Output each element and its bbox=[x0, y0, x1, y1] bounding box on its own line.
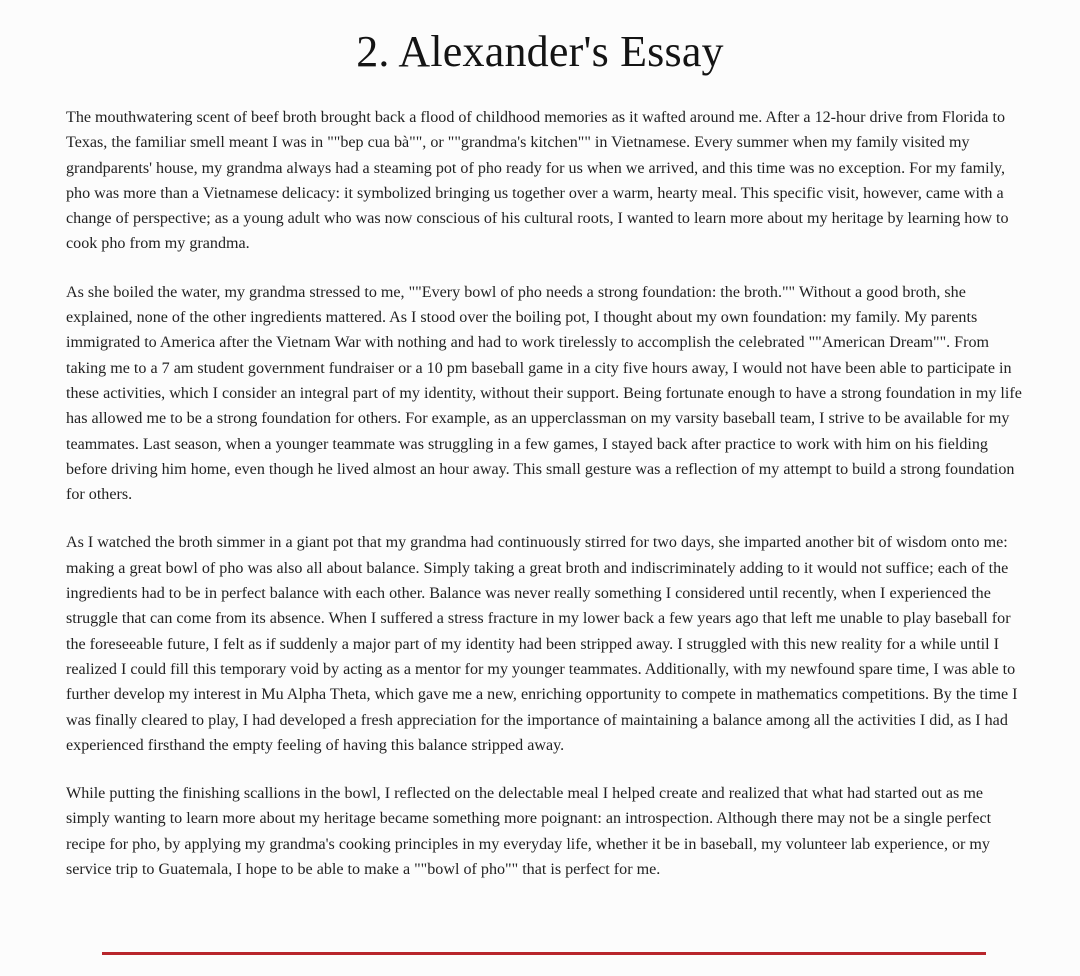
essay-body bbox=[66, 105, 1026, 882]
essay-paragraph-1: The mouthwatering scent of beef broth brought back a flood of childhood memories as it wafted around me. After a 12-hour drive from Florida to Texas, the familiar smell meant I was in ""bep cua bà"", or ""grandma's kitchen"" in Vietnamese. Every summer when my family visited my grandparents' house, my grandma always had a steaming pot of pho ready for us when we arrived, and this time was no exception. For my family, pho was more than a Vietnamese delicacy: it symbolized bringing us together over a warm, hearty meal. This specific visit, however, came with a change of perspective; as a young adult who was now conscious of his cultural roots, I wanted to learn more about my heritage by learning how to cook pho from my grandma. bbox=[66, 109, 1009, 253]
essay-paragraph-2: As she boiled the water, my grandma stressed to me, ""Every bowl of pho needs a strong foundation: the broth."" Without a good broth, she explained, none of the other ingredients mattered. As I stood over the boiling pot, I thought about my own foundation: my family. My parents immigrated to America after the Vietnam War with nothing and had to work tirelessly to accomplish the celebrated ""American Dream"". From taking me to a 7 am student government fundraiser or a 10 pm baseball game in a city five hours away, I would not have been able to participate in these activities, which I consider an integral part of my identity, without their support. Being fortunate enough to have a strong foundation in my life has allowed me to be a strong foundation for others. For example, as an upperclassman on my varsity baseball team, I strive to be available for my teammates. Last season, when a younger teammate was struggling in a few games, I stayed back after practice to work with him on his fielding before driving him home, even though he lived almost an hour away. This small gesture was a reflection of my attempt to build a strong foundation for others. bbox=[66, 283, 1022, 504]
bottom-divider bbox=[102, 952, 986, 955]
essay-paragraph-3: As I watched the broth simmer in a giant pot that my grandma had continuously stirred for two days, she imparted another bit of wisdom onto me: making a great bowl of pho was also all about balance. Simply taking a great broth and indiscriminately adding to it would not suffice; each of the ingredients had to be in perfect balance with each other. Balance was never really something I considered until recently, when I experienced the struggle that can come from its absence. When I suffered a stress fracture in my lower back a few years ago that left me unable to play baseball for the foreseeable future, I felt as if suddenly a major part of my identity had been stripped away. I struggled with this new reality for a while until I realized I could fill this temporary void by acting as a mentor for my younger teammates. Additionally, with my newfound spare time, I was able to further develop my interest in Mu Alpha Theta, which gave me a new, enriching opportunity to compete in mathematics competitions. By the time I was finally cleared to play, I had developed a fresh appreciation for the importance of maintaining a balance among all the activities I did, as I had experienced firsthand the empty feeling of having this balance stripped away. bbox=[66, 534, 1018, 754]
essay-paragraph-4: While putting the finishing scallions in the bowl, I reflected on the delectable meal I helped create and realized that what had started out as me simply wanting to learn more about my heritage became something more poignant: an introspection. Although there may not be a single perfect recipe for pho, by applying my grandma's cooking principles in my everyday life, whether it be in baseball, my volunteer lab experience, or my service trip to Guatemala, I hope to be able to make a ""bowl of pho"" that is perfect for me. bbox=[66, 785, 992, 879]
page-title: 2. Alexander's Essay bbox=[356, 27, 724, 76]
